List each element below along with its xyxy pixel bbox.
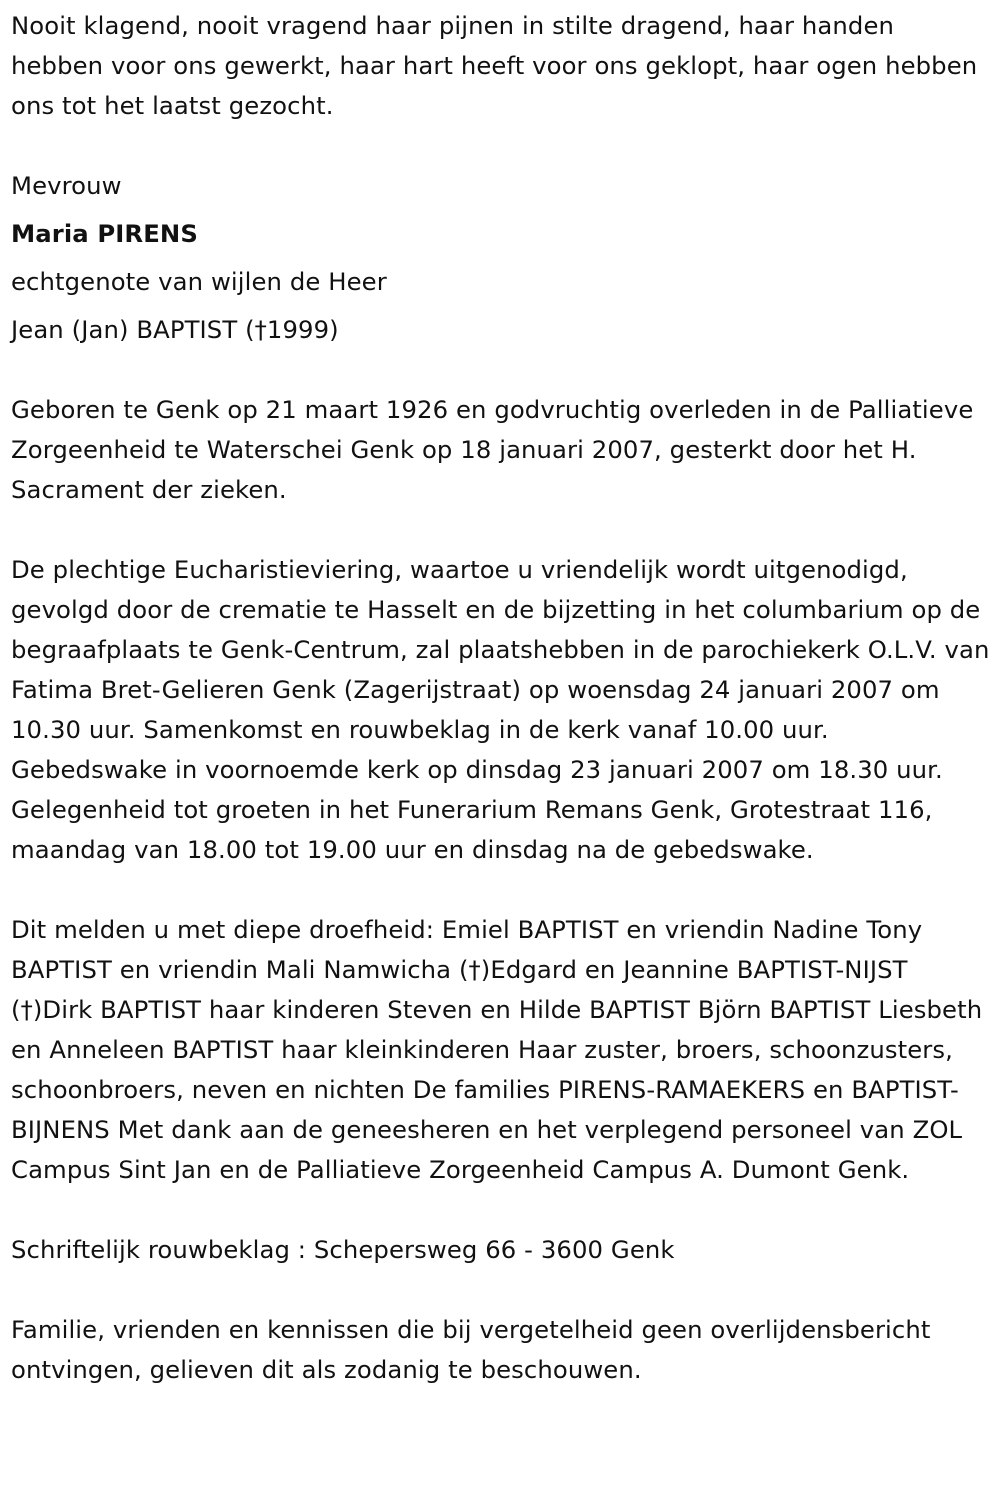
- honorific: Mevrouw: [11, 171, 122, 200]
- family-paragraph: Dit melden u met diepe droefheid: Emiel BAPTIST en vriendin Nadine Tony BAPTIST en vriendin Mali Namwicha (†)Edgard en Jeannine BAPTIST-NIJST (†)Dirk BAPTIST haar kinderen Steven en Hilde BAPTIST Björn BAPTIST Liesbeth en Anneleen BAPTIST haar kleinkinderen Haar zuster, broers, schoonzusters, schoonbroers, neven en nichten De families PIRENS-RAMAEKERS en BAPTIST-BIJNENS Met dank aan de geneesheren en het verplegend personeel van ZOL Campus Sint Jan en de Palliatieve Zorgeenheid Campus A. Dumont Genk.: [11, 915, 983, 1184]
- relation-line: echtgenote van wijlen de Heer: [11, 267, 387, 296]
- spacer: [11, 870, 990, 910]
- spacer: [11, 354, 990, 390]
- birth-death-paragraph: Geboren te Genk op 21 maart 1926 en godvruchtig overleden in de Palliatieve Zorgeenheid te Waterschei Genk op 18 januari 2007, gesterkt door het H. Sacrament der zieken.: [11, 395, 974, 504]
- spacer: [11, 510, 990, 550]
- spacer: [11, 1270, 990, 1310]
- deceased-block: [11, 162, 990, 354]
- condolence-address: Schriftelijk rouwbeklag : Schepersweg 66 - 3600 Genk: [11, 1235, 675, 1264]
- closing-paragraph: Familie, vrienden en kennissen die bij vergetelheid geen overlijdensbericht ontvingen, gelieven dit als zodanig te beschouwen.: [11, 1315, 931, 1384]
- ceremony-paragraph: De plechtige Eucharistieviering, waartoe u vriendelijk wordt uitgenodigd, gevolgd door de crematie te Hasselt en de bijzetting in het columbarium op de begraafplaats te Genk-Centrum, zal plaatshebben in de parochiekerk O.L.V. van Fatima Bret-Gelieren Genk (Zagerijstraat) op woensdag 24 januari 2007 om 10.30 uur. Samenkomst en rouwbeklag in de kerk vanaf 10.00 uur. Gebedswake in voornoemde kerk op dinsdag 23 januari 2007 om 18.30 uur. Gelegenheid tot groeten in het Funerarium Remans Genk, Grotestraat 116, maandag van 18.00 tot 19.00 uur en dinsdag na de gebedswake.: [11, 555, 990, 864]
- deceased-name: Maria PIRENS: [11, 219, 198, 248]
- spacer: [11, 126, 990, 166]
- spacer: [11, 1190, 990, 1230]
- opening-verse: Nooit klagend, nooit vragend haar pijnen in stilte dragend, haar handen hebben voor ons gewerkt, haar hart heeft voor ons geklopt, haar ogen hebben ons tot het laatst gezocht.: [11, 11, 978, 120]
- spouse-line: Jean (Jan) BAPTIST (†1999): [11, 315, 339, 344]
